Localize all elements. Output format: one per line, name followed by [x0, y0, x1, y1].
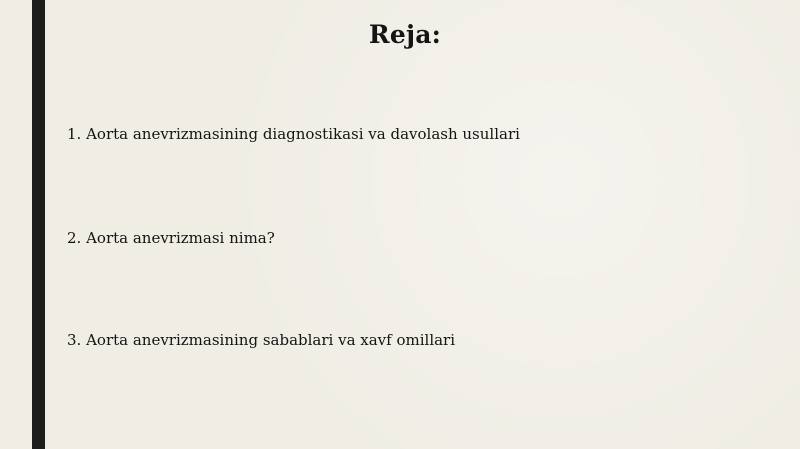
list-item: 3. Aorta anevrizmasining sabablari va xavf omillari: [67, 331, 456, 349]
list-item: 2. Aorta anevrizmasi nima?: [67, 229, 275, 247]
accent-bar: [32, 0, 45, 449]
slide-title: Reja:: [368, 20, 442, 49]
list-item: 1. Aorta anevrizmasining diagnostikasi va davolash usullari: [67, 125, 520, 143]
